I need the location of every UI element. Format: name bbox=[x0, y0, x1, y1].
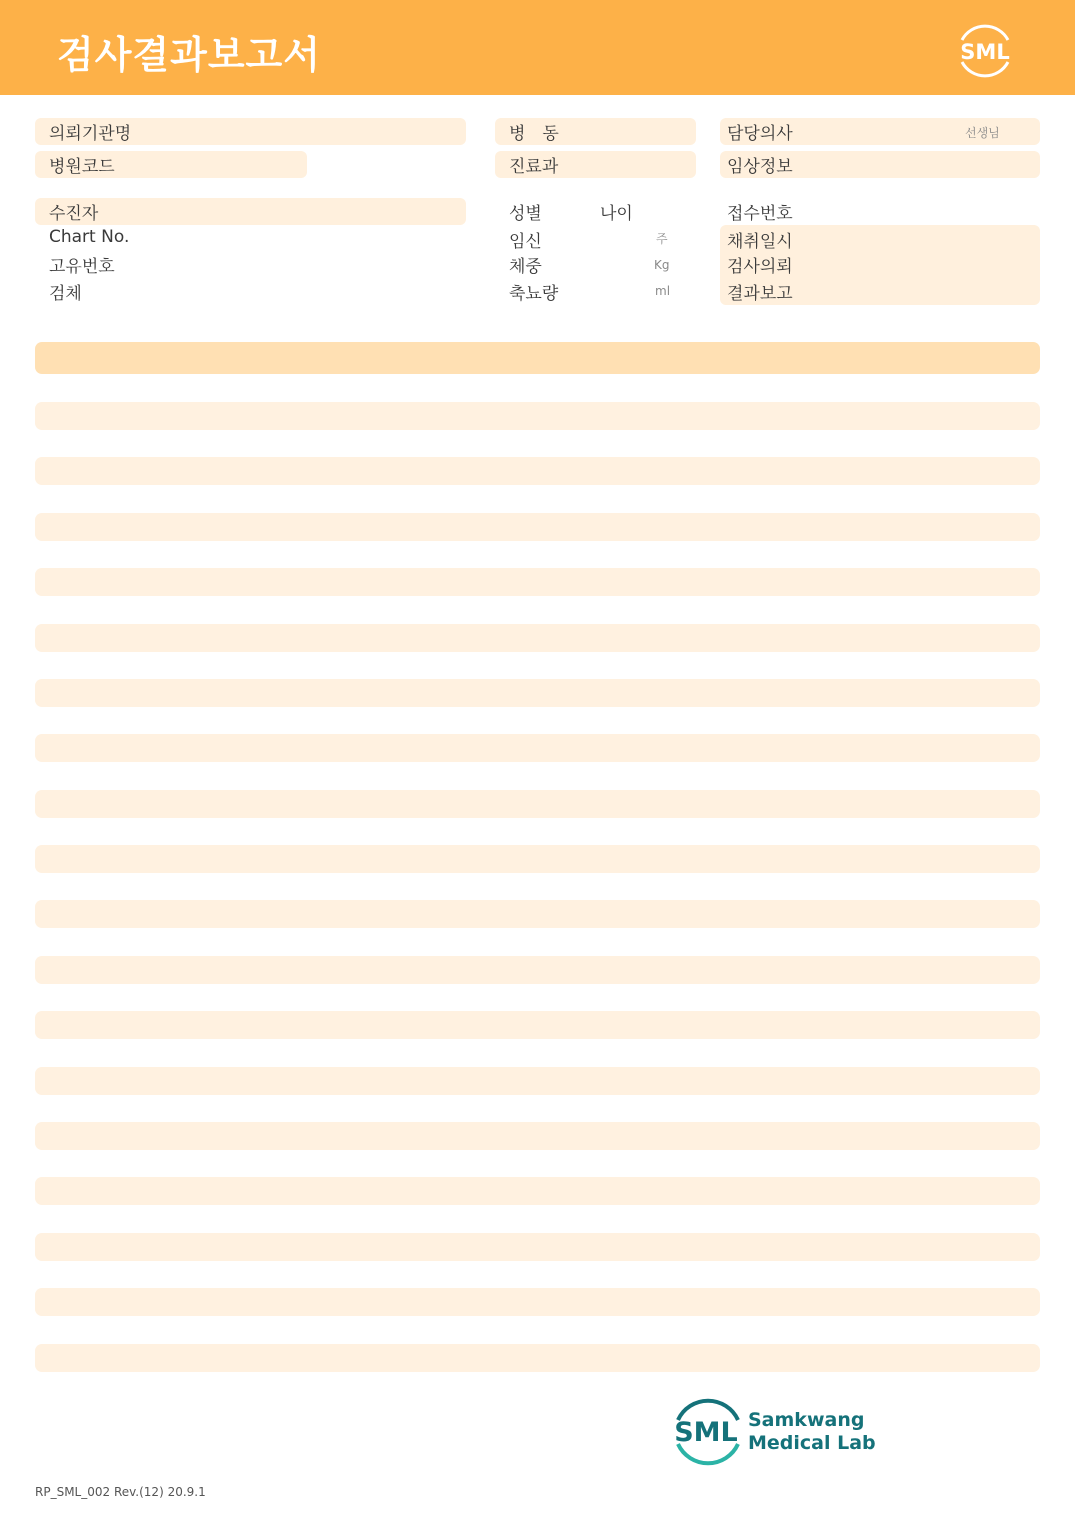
unique-no-label: 고유번호 bbox=[49, 257, 115, 277]
report-title: 검사결과보고서 bbox=[57, 33, 321, 77]
table-row bbox=[35, 402, 1040, 430]
ward-label: 병 동 bbox=[509, 124, 559, 144]
receipt-no-label: 접수번호 bbox=[727, 204, 793, 224]
svg-text:SML: SML bbox=[674, 1417, 738, 1448]
table-row bbox=[35, 1122, 1040, 1150]
sml-footer-logo-icon bbox=[668, 1394, 748, 1470]
table-row bbox=[35, 1067, 1040, 1095]
table-row bbox=[35, 679, 1040, 707]
doctor-suffix: 선생님 bbox=[965, 126, 1000, 140]
table-row bbox=[35, 845, 1040, 873]
table-row bbox=[35, 956, 1040, 984]
table-row bbox=[35, 568, 1040, 596]
age-label: 나이 bbox=[600, 204, 633, 224]
urine-volume-label: 축뇨량 bbox=[509, 284, 559, 304]
brand-name-line2: Medical Lab bbox=[748, 1432, 876, 1454]
urine-unit: ml bbox=[655, 284, 671, 298]
hospital-name-label: 의뢰기관명 bbox=[49, 124, 132, 144]
sex-label: 성별 bbox=[509, 204, 542, 224]
table-row bbox=[35, 457, 1040, 485]
table-row bbox=[35, 1344, 1040, 1372]
result-report-label: 결과보고 bbox=[727, 284, 793, 304]
table-row bbox=[35, 513, 1040, 541]
table-row bbox=[35, 1233, 1040, 1261]
pregnancy-label: 임신 bbox=[509, 232, 542, 252]
document-code: RP_SML_002 Rev.(12) 20.9.1 bbox=[35, 1485, 206, 1499]
table-row bbox=[35, 1288, 1040, 1316]
weight-unit: Kg bbox=[654, 258, 670, 272]
clinical-info-label: 임상정보 bbox=[727, 157, 793, 177]
specimen-label: 검체 bbox=[49, 284, 82, 304]
collection-datetime-label: 채취일시 bbox=[727, 232, 793, 252]
svg-text:SML: SML bbox=[960, 40, 1010, 64]
table-row bbox=[35, 734, 1040, 762]
department-label: 진료과 bbox=[509, 157, 559, 177]
patient-label: 수진자 bbox=[49, 204, 99, 224]
table-row bbox=[35, 1011, 1040, 1039]
table-row bbox=[35, 1177, 1040, 1205]
doctor-label: 담당의사 bbox=[727, 124, 793, 144]
report-header bbox=[0, 0, 1075, 95]
table-row bbox=[35, 900, 1040, 928]
brand-name-line1: Samkwang bbox=[748, 1409, 865, 1431]
chart-no-label: Chart No. bbox=[49, 227, 130, 247]
weight-label: 체중 bbox=[509, 257, 542, 277]
sml-logo-icon bbox=[952, 20, 1018, 82]
results-table-header bbox=[35, 342, 1040, 374]
table-row bbox=[35, 624, 1040, 652]
hospital-code-label: 병원코드 bbox=[49, 157, 115, 177]
test-request-label: 검사의뢰 bbox=[727, 257, 793, 277]
patient-field bbox=[35, 198, 466, 225]
table-row bbox=[35, 790, 1040, 818]
pregnancy-unit: 주 bbox=[656, 232, 668, 246]
